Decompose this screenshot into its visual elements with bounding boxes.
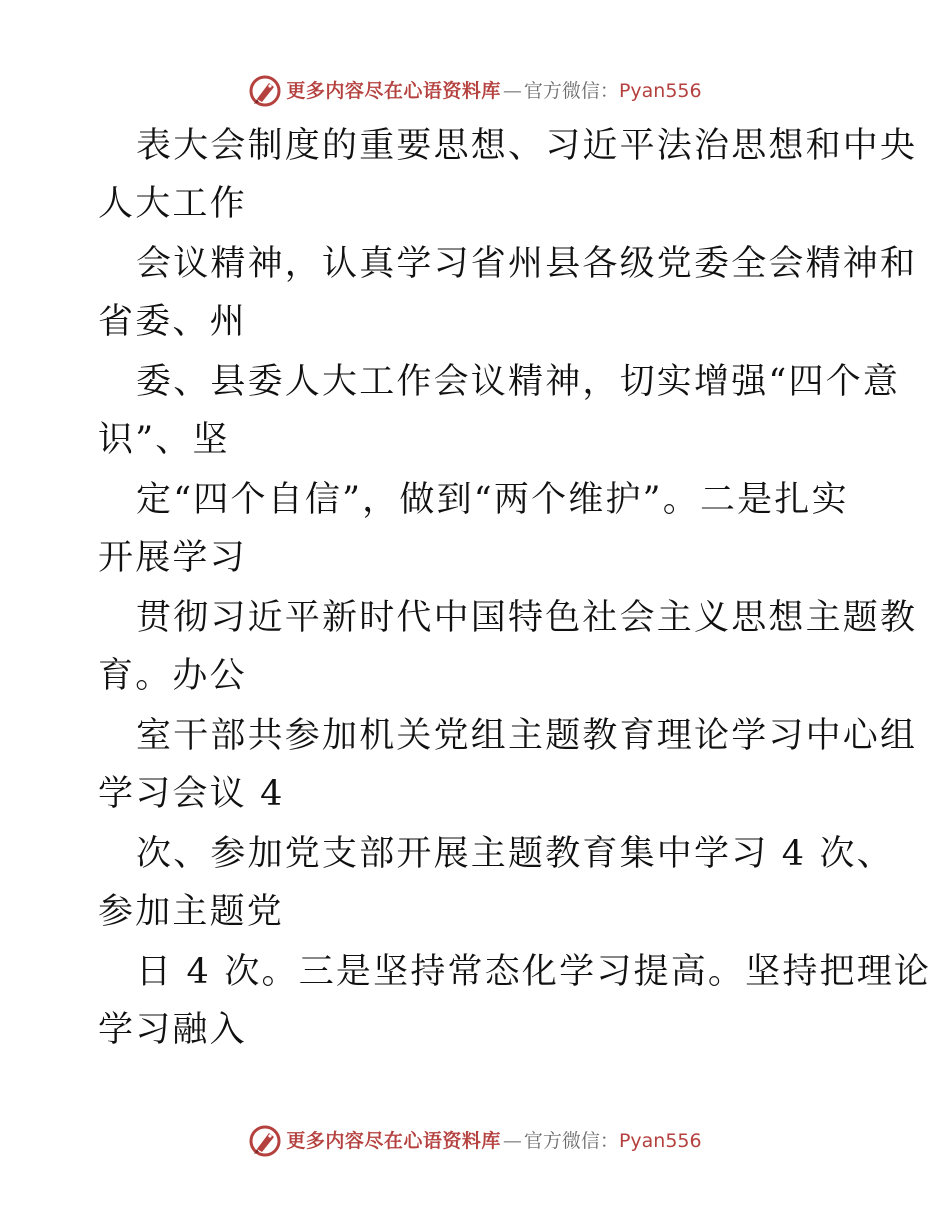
text-line: 会议精神，认真学习省州县各级党委全会精神和: [136, 244, 918, 284]
banner-dash: —: [502, 1129, 522, 1152]
text-line: 识”、坚: [98, 420, 230, 460]
banner-wechat-label: 官方微信：: [523, 1129, 619, 1152]
banner-wechat-label: 官方微信：: [523, 79, 619, 102]
banner-main-text: 更多内容尽在心语资料库: [286, 1129, 501, 1152]
header-banner: [0, 74, 950, 108]
text-line: 学习会议 4: [98, 774, 285, 814]
banner-main-text: 更多内容尽在心语资料库: [286, 79, 501, 102]
text-line: 室干部共参加机关党组主题教育理论学习中心组: [136, 716, 918, 756]
banner-wechat-id: Pyan556: [618, 79, 702, 102]
text-line: 省委、州: [98, 302, 247, 342]
text-line: 育。办公: [98, 656, 247, 696]
text-line: 贯彻习近平新时代中国特色社会主义思想主题教: [136, 598, 918, 638]
banner-wechat-id: Pyan556: [618, 1129, 702, 1152]
text-line: 开展学习: [98, 538, 247, 578]
text-line: 定“四个自信”，做到“两个维护”。二是扎实: [136, 480, 849, 520]
banner-dash: —: [502, 79, 522, 102]
text-line: 表大会制度的重要思想、习近平法治思想和中央: [136, 126, 918, 166]
text-line: 学习融入: [98, 1010, 247, 1050]
footer-banner: [0, 1124, 950, 1158]
text-line: 人大工作: [98, 184, 247, 224]
pen-nib-logo-icon: [248, 74, 282, 108]
text-line: 日 4 次。三是坚持常态化学习提高。坚持把理论: [136, 952, 932, 992]
text-line: 次、参加党支部开展主题教育集中学习 4 次、: [136, 834, 894, 874]
text-line: 参加主题党: [98, 892, 285, 932]
pen-nib-logo-icon: [248, 1124, 282, 1158]
text-line: 委、县委人大工作会议精神，切实增强“四个意: [136, 362, 901, 402]
